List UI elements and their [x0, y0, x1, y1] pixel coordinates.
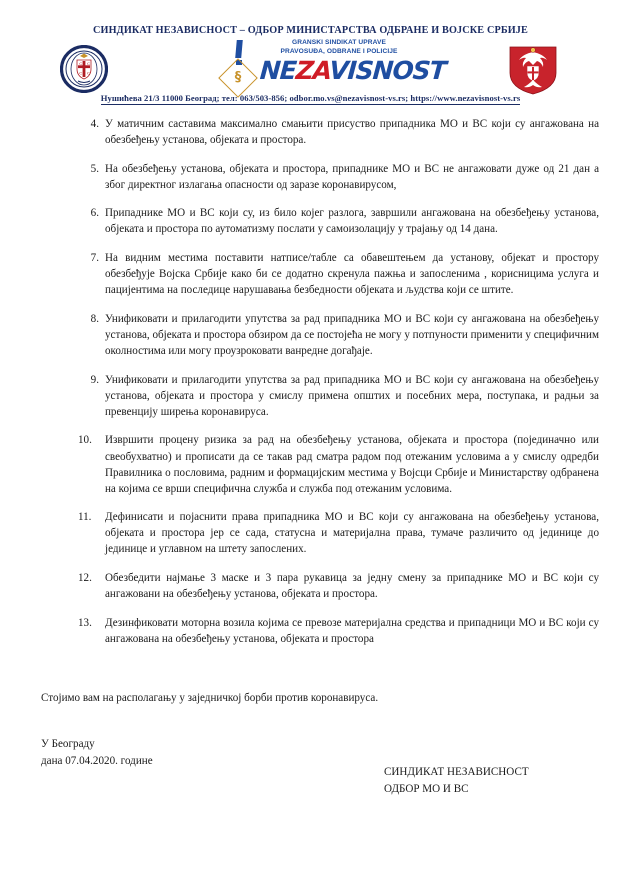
wordmark-part-ne: NE [258, 56, 297, 85]
list-item-number: 8. [90, 312, 99, 325]
place-label: У Београду [41, 738, 95, 750]
list-item-text: Унификовати и прилагодити упутства за рад припадника МО и ВС који су ангажована на обезбеђењу установа, објеката и простора у смислу примена општих и посебних мера, поступака, и радњи за превенцију ширења коронавируса. [105, 373, 599, 418]
serbian-state-seal-emblem [60, 45, 108, 93]
list-item-text: У матичним саставима максимално смањити присуство припадника МО и ВС који су ангажована на обезбеђењу установа, објеката и простора. [105, 118, 599, 147]
list-item-number: 11. [78, 511, 92, 524]
list-item-text: Дезинфиковати моторна возила којима се превозе материјална средства и припадници МО и ВС који су ангажована на обезбеђењу установа, објеката и простора [105, 616, 599, 645]
branch-name-line-1: GRANSKI SINDIKAT UPRAVE [291, 39, 386, 46]
signature-line-2: ОДБОР МО И ВС [384, 782, 469, 795]
list-item [0, 250, 621, 298]
list-item [0, 432, 621, 496]
date-label: дана 07.04.2020. године [41, 754, 153, 767]
list-item-number: 13. [78, 616, 92, 629]
list-item-text: Дефинисати и појаснити права припадника МО и ВС који су ангажована на обезбеђењу установа, објеката и простора јер се сада, статусна и материјална права, тумаче различито од јединице до јединице и углавном на штету запослених. [105, 511, 599, 556]
list-item-number: 12. [78, 572, 92, 585]
wordmark-part-za: ZA [294, 56, 331, 85]
closing-statement: Стојимо вам на располагању у заједничкој борби против коронавируса. [41, 692, 379, 704]
list-item [0, 615, 621, 647]
list-item [0, 116, 621, 148]
list-item [0, 161, 621, 193]
list-item-text: Извршити процену ризика за рад на обезбеђењу установа, објеката и простора (појединачно или свеобухватно) и прописати да се такав рад сматра радом под отежаним условима а у смислу одредби Правилника о пословима, радним и формацијским местима у Војсци Србије и Министарству одбранена на којима се врши специфична служба и служба под отежаним условима. [105, 434, 599, 495]
list-item-number: 5. [90, 162, 99, 175]
signature-line-1: СИНДИКАТ НЕЗАВИСНОСТ [384, 766, 529, 778]
branch-name-line-2: PRAVOSUĐA, ODBRANE I POLICIJE [280, 48, 398, 55]
svg-text:C: C [87, 70, 91, 76]
svg-text:C: C [79, 70, 83, 76]
place-and-date-block [41, 736, 153, 769]
contact-address-line[interactable]: Нушићева 21/3 11000 Београд; тел: 063/503-856; odbor.mo.vs@nezavisnost-vs.rs; https://www.nezavisnost-vs.rs [100, 93, 521, 103]
signature-block [384, 764, 529, 797]
list-item-text: На обезбеђењу установа, објеката и простора, припаднике МО и ВС не ангажовати дуже од 21 дан а због директног излагања опасности од заразе коронавирусом, [105, 162, 599, 191]
wordmark-part-visnost: VISNOST [328, 56, 447, 85]
list-item [0, 372, 621, 420]
list-item-text: Обезбедити најмање 3 маске и 3 пара рукавица за једну смену за припаднике МО и ВС који су ангажовани на обезбеђењу установа, објеката и простора. [105, 572, 599, 601]
svg-text:C: C [87, 61, 91, 66]
list-item-text: Унификовати и прилагодити упутства за рад припадника МО и ВС који су ангажована на обезбеђењу установа, објеката и простора обзиром да се постојећа не могу у потпуности применити у специфичним околностима или могу проузроковати ванредне догађаје. [105, 312, 599, 358]
list-item-number: 4. [90, 118, 99, 130]
list-item-number: 10. [78, 434, 92, 447]
list-item-number: 9. [90, 373, 99, 386]
list-item-text: На видним местима поставити натписе/табле са обавештењем да установу, објекат и простору обезбеђује Војска Србије како би се додатно скренула пажња и запосленима , корисницима услуга и пацијентима на последице нарушавања безбедности објеката и људства који се штите. [105, 252, 599, 297]
numbered-demands-list [0, 116, 621, 659]
list-item [0, 311, 621, 359]
svg-text:C: C [79, 61, 83, 66]
badge-glyph: § [234, 70, 242, 85]
nezavisnost-wordmark [259, 58, 446, 83]
list-item [0, 509, 621, 557]
document-header [0, 0, 621, 108]
list-item-number: 6. [90, 207, 99, 220]
list-item-number: 7. [90, 252, 99, 265]
organization-title: СИНДИКАТ НЕЗАВИСНОСТ – ОДБОР МИНИСТАРСТВА ОДБРАНЕ И ВОЈСКЕ СРБИЈЕ [93, 25, 528, 36]
list-item [0, 205, 621, 237]
list-item [0, 570, 621, 602]
list-item-text: Припаднике МО и ВС који су, из било којег разлога, завршили ангажована на обезбеђењу установа, објеката и простора по аутоматизму послати у самоизолацију у трајању од 14 дана. [105, 207, 599, 236]
contact-address-bar [0, 88, 621, 106]
